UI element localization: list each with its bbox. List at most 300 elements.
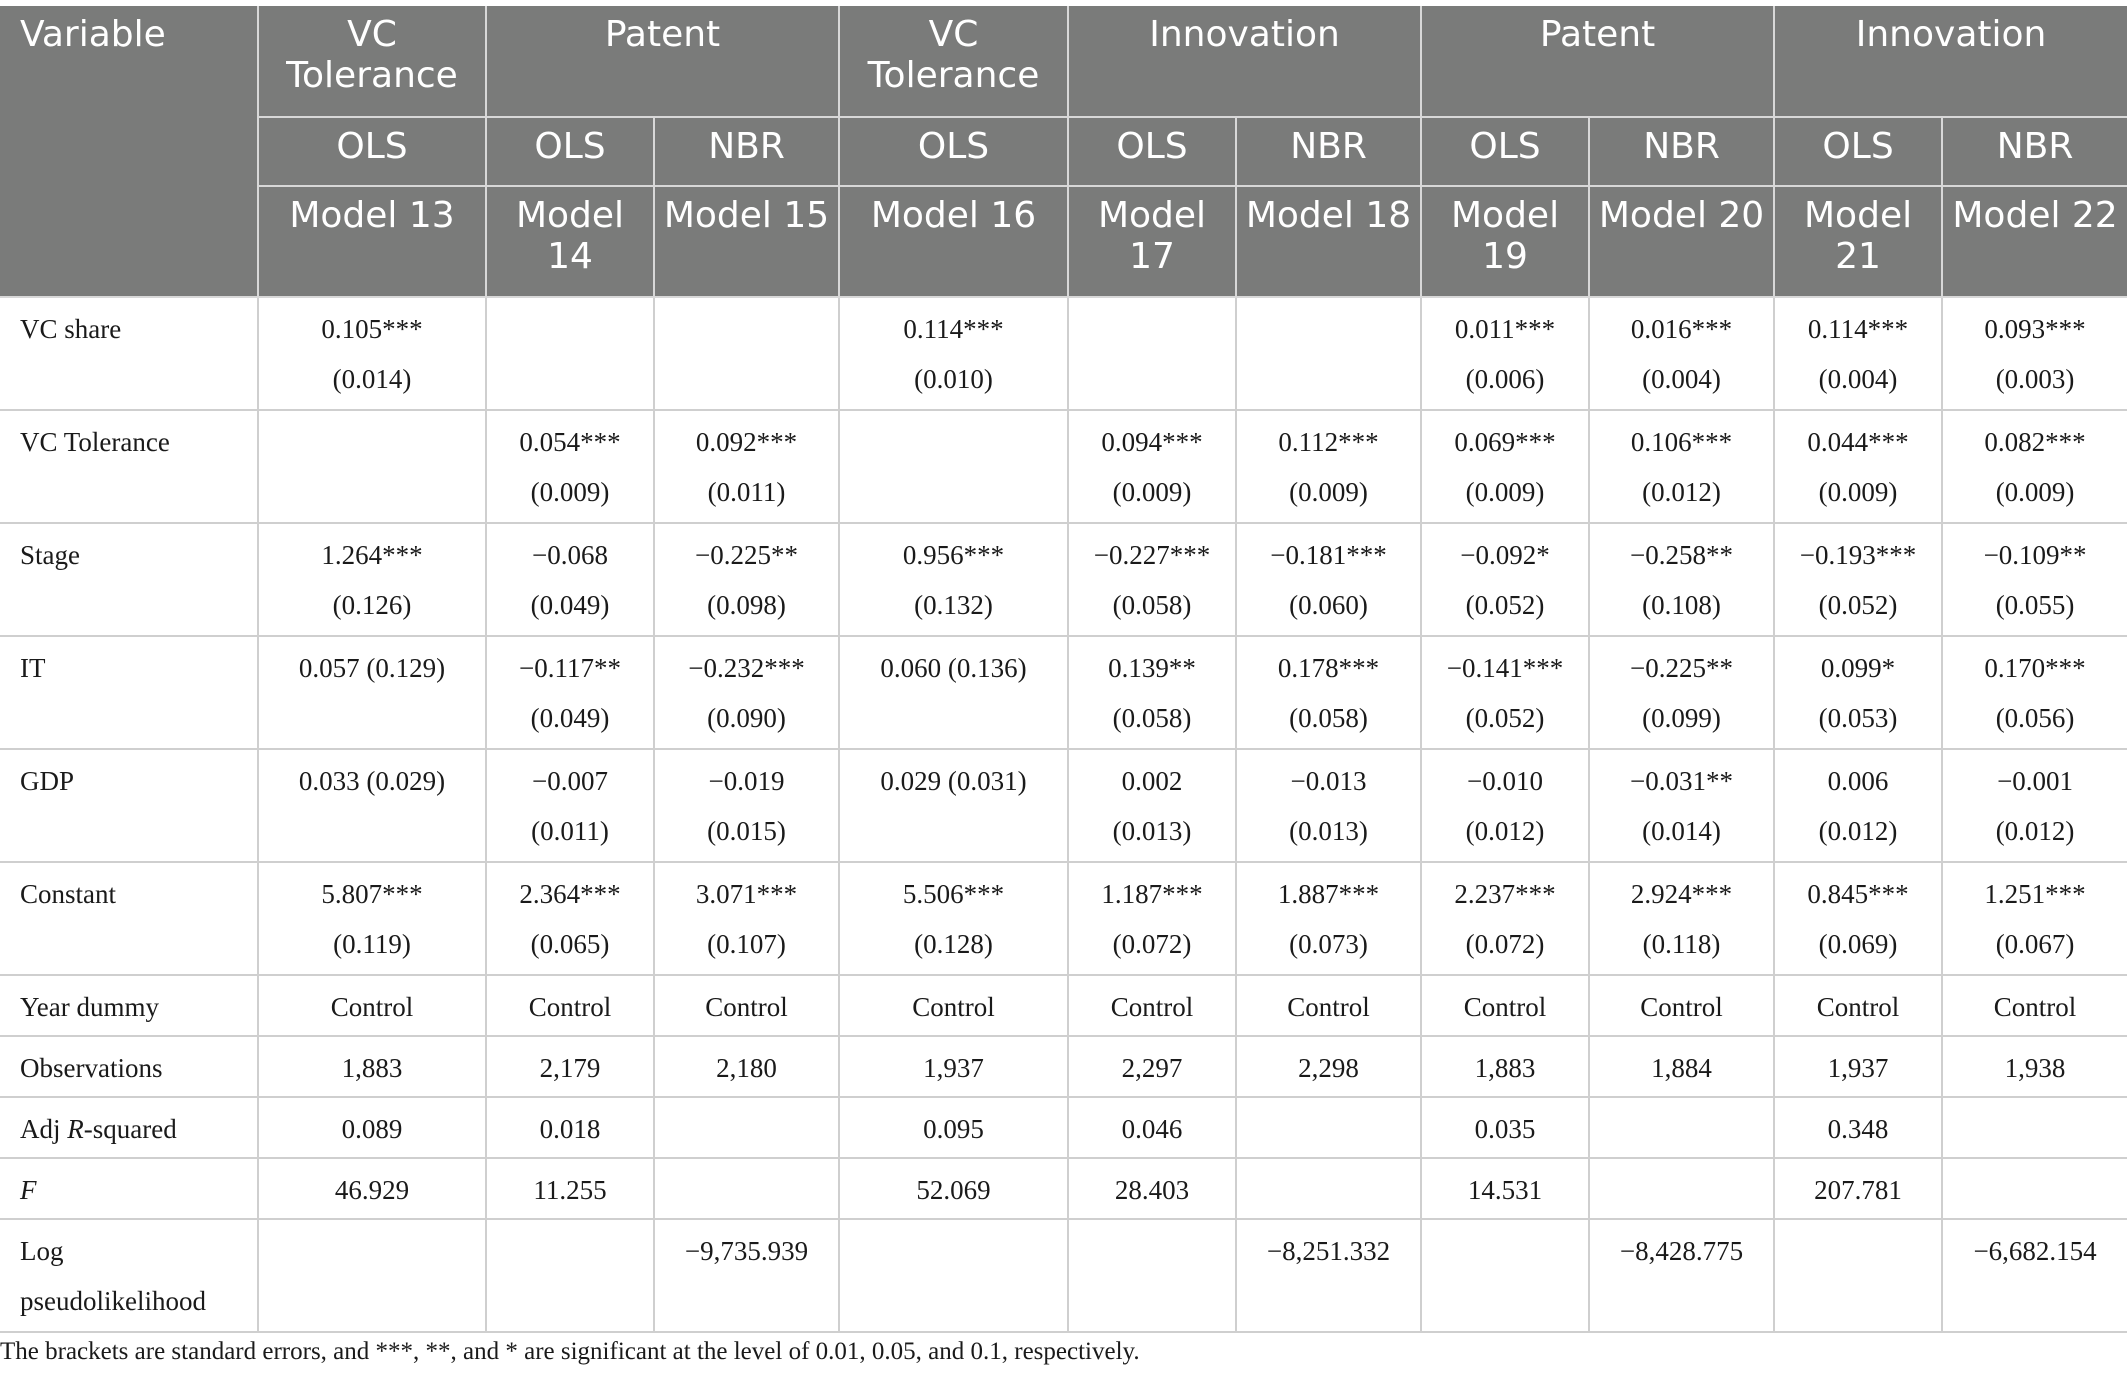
row-label-text: VC share [20, 314, 122, 344]
coefficient-value: 0.112*** [1278, 427, 1379, 457]
coefficient-value: 11.255 [533, 1175, 607, 1205]
coefficient-value: 1.187*** [1101, 879, 1203, 909]
table-cell [258, 1036, 486, 1097]
table-cell [839, 410, 1068, 523]
regression-table-container [0, 6, 2127, 1333]
table-cell [1421, 1158, 1589, 1219]
table-cell [1068, 1158, 1236, 1219]
table-cell [654, 410, 839, 523]
coefficient-value: −0.010 [1467, 766, 1544, 796]
standard-error-value: (0.118) [1642, 929, 1721, 959]
standard-error-value: (0.052) [1465, 703, 1545, 733]
coefficient-value: 0.099* [1820, 653, 1896, 683]
row-label-part: -squared [83, 1114, 177, 1144]
coefficient-value: −9,735.939 [684, 1236, 809, 1266]
coefficient-value: 0.845*** [1807, 879, 1909, 909]
table-cell [1068, 862, 1236, 975]
coefficient-value: 0.016*** [1630, 314, 1733, 344]
coefficient-value: −8,251.332 [1266, 1236, 1391, 1266]
table-row [0, 410, 2127, 523]
standard-error-value: (0.013) [1289, 816, 1368, 846]
coefficient-value: −0.258** [1630, 540, 1734, 570]
standard-error-value: (0.006) [1465, 364, 1545, 394]
coefficient-value: −0.013 [1290, 766, 1367, 796]
table-cell [1589, 523, 1774, 636]
standard-error-value: (0.049) [530, 590, 610, 620]
table-cell [1589, 862, 1774, 975]
table-cell [1421, 1097, 1589, 1158]
table-row [0, 297, 2127, 410]
coefficient-value: 0.105*** [321, 314, 423, 344]
standard-error-value: (0.067) [1995, 929, 2075, 959]
group-header-innovation-2: Innovation [1774, 6, 2127, 117]
coefficient-value: −0.001 [1997, 766, 2074, 796]
standard-error-value: (0.049) [530, 703, 610, 733]
coefficient-value: 0.006 [1827, 766, 1889, 796]
table-cell [1589, 297, 1774, 410]
method-header-5: OLS [1068, 117, 1236, 186]
table-cell [486, 1036, 654, 1097]
standard-error-value: (0.073) [1289, 929, 1368, 959]
standard-error-value: (0.108) [1642, 590, 1721, 620]
coefficient-value: −0.109** [1983, 540, 2087, 570]
standard-error-value: (0.053) [1818, 703, 1898, 733]
row-label [0, 636, 258, 749]
table-row [0, 1158, 2127, 1219]
table-cell [486, 862, 654, 975]
coefficient-value: 0.029 (0.031) [880, 766, 1027, 796]
row-label-text: GDP [20, 766, 75, 796]
row-label-part: Adj [20, 1114, 68, 1144]
table-cell [1421, 975, 1589, 1036]
table-cell [258, 1158, 486, 1219]
standard-error-value: (0.012) [1465, 816, 1545, 846]
method-header-3: NBR [654, 117, 839, 186]
coefficient-value: 1,884 [1651, 1053, 1712, 1083]
coefficient-value: 0.002 [1121, 766, 1183, 796]
table-cell [839, 1097, 1068, 1158]
coefficient-value: Control [1640, 992, 1723, 1022]
standard-error-value: (0.013) [1112, 816, 1192, 846]
table-cell [1068, 749, 1236, 862]
table-cell [654, 523, 839, 636]
table-cell [1068, 410, 1236, 523]
standard-error-value: (0.099) [1642, 703, 1721, 733]
group-header-innovation-1: Innovation [1068, 6, 1421, 117]
coefficient-value: −0.141*** [1446, 653, 1564, 683]
coefficient-value: −0.193*** [1799, 540, 1917, 570]
table-row [0, 1097, 2127, 1158]
table-cell [1236, 410, 1421, 523]
row-label-text: IT [20, 653, 46, 683]
table-cell [1774, 523, 1942, 636]
table-cell [1421, 297, 1589, 410]
table-row [0, 523, 2127, 636]
table-cell [1774, 1158, 1942, 1219]
row-label-text: Stage [20, 540, 80, 570]
coefficient-value: 0.069*** [1454, 427, 1556, 457]
table-cell [486, 636, 654, 749]
coefficient-value: −6,682.154 [1973, 1236, 2097, 1266]
standard-error-value: (0.119) [333, 929, 411, 959]
coefficient-value: 46.929 [334, 1175, 410, 1205]
row-label [0, 1036, 258, 1097]
table-cell [258, 410, 486, 523]
standard-error-value: (0.056) [1995, 703, 2075, 733]
row-label [0, 1219, 258, 1332]
coefficient-value: −0.181*** [1270, 540, 1387, 570]
standard-error-value: (0.058) [1112, 703, 1192, 733]
coefficient-value: 2.364*** [519, 879, 621, 909]
coefficient-value: Control [705, 992, 788, 1022]
standard-error-value: (0.090) [707, 703, 786, 733]
table-cell [1236, 862, 1421, 975]
coefficient-value: 0.114*** [903, 314, 1004, 344]
model-header-10: Model 22 [1942, 186, 2127, 297]
standard-error-value: (0.009) [1289, 477, 1368, 507]
standard-error-value: (0.052) [1465, 590, 1545, 620]
standard-error-value: (0.072) [1465, 929, 1545, 959]
table-cell [1236, 1097, 1421, 1158]
table-cell [258, 975, 486, 1036]
standard-error-value: (0.126) [332, 590, 412, 620]
table-cell [258, 297, 486, 410]
table-cell [1589, 975, 1774, 1036]
header-row-methods [0, 117, 2127, 186]
coefficient-value: 1,938 [2004, 1053, 2066, 1083]
table-cell [1236, 1219, 1421, 1332]
coefficient-value: 2,298 [1298, 1053, 1359, 1083]
row-label-text: F [20, 1175, 37, 1205]
table-cell [839, 975, 1068, 1036]
coefficient-value: 2,297 [1121, 1053, 1183, 1083]
table-cell [1236, 297, 1421, 410]
row-label [0, 975, 258, 1036]
coefficient-value: 0.095 [923, 1114, 984, 1144]
coefficient-value: 0.035 [1474, 1114, 1536, 1144]
table-cell [654, 1219, 839, 1332]
coefficient-value: 5.807*** [321, 879, 423, 909]
table-cell [486, 523, 654, 636]
coefficient-value: 0.093*** [1984, 314, 2086, 344]
coefficient-value: 1.264*** [321, 540, 423, 570]
method-header-2: OLS [486, 117, 654, 186]
table-row [0, 1219, 2127, 1332]
table-row [0, 975, 2127, 1036]
table-cell [1421, 749, 1589, 862]
table-footnote: The brackets are standard errors, and ***, **, and * are significant at the level of 0.01, 0.05, and 0.1, respectively. [0, 1338, 1140, 1365]
table-cell [486, 749, 654, 862]
coefficient-value: 0.011*** [1454, 314, 1556, 344]
row-label [0, 523, 258, 636]
standard-error-value: (0.009) [1112, 477, 1192, 507]
standard-error-value: (0.055) [1995, 590, 2075, 620]
coefficient-value: 52.069 [916, 1175, 991, 1205]
coefficient-value: Control [912, 992, 995, 1022]
coefficient-value: 1,883 [1474, 1053, 1536, 1083]
coefficient-value: 0.054*** [519, 427, 621, 457]
table-cell [839, 1219, 1068, 1332]
method-header-6: NBR [1236, 117, 1421, 186]
table-cell [1942, 749, 2127, 862]
table-cell [1942, 297, 2127, 410]
standard-error-value: (0.098) [707, 590, 786, 620]
coefficient-value: Control [1463, 992, 1547, 1022]
row-label [0, 410, 258, 523]
coefficient-value: 0.082*** [1984, 427, 2086, 457]
coefficient-value: 1.251*** [1984, 879, 2086, 909]
table-header [0, 6, 2127, 297]
table-cell [654, 862, 839, 975]
standard-error-value: (0.015) [707, 816, 786, 846]
coefficient-value: Control [1287, 992, 1370, 1022]
table-cell [486, 1158, 654, 1219]
table-cell [1068, 297, 1236, 410]
standard-error-value: (0.012) [1995, 816, 2075, 846]
table-cell [1774, 297, 1942, 410]
coefficient-value: 0.139** [1108, 653, 1196, 683]
standard-error-value: (0.069) [1818, 929, 1898, 959]
table-cell [486, 1219, 654, 1332]
table-cell [1589, 636, 1774, 749]
standard-error-value: (0.011) [531, 816, 609, 846]
coefficient-value: 0.018 [539, 1114, 601, 1144]
table-cell [486, 975, 654, 1036]
table-cell [1236, 975, 1421, 1036]
model-header-5: Model 17 [1068, 186, 1236, 297]
table-cell [1942, 975, 2127, 1036]
table-cell [654, 1158, 839, 1219]
coefficient-value: 0.092*** [695, 427, 798, 457]
coefficient-value: 0.178*** [1277, 653, 1380, 683]
table-cell [1236, 1036, 1421, 1097]
table-cell [1236, 523, 1421, 636]
coefficient-value: 0.046 [1121, 1114, 1183, 1144]
coefficient-value: −8,428.775 [1619, 1236, 1744, 1266]
table-row [0, 1036, 2127, 1097]
coefficient-value: 5.506*** [902, 879, 1005, 909]
table-row [0, 749, 2127, 862]
table-cell [1942, 636, 2127, 749]
standard-error-value: (0.132) [914, 590, 993, 620]
table-cell [486, 1097, 654, 1158]
table-cell [1068, 1097, 1236, 1158]
standard-error-value: (0.009) [1818, 477, 1898, 507]
coefficient-value: −0.007 [532, 766, 608, 796]
coefficient-value: −0.117** [519, 653, 621, 683]
table-cell [1589, 1219, 1774, 1332]
table-cell [1774, 1219, 1942, 1332]
model-header-1: Model 13 [258, 186, 486, 297]
coefficient-value: 2.237*** [1454, 879, 1556, 909]
model-header-4: Model 16 [839, 186, 1068, 297]
coefficient-value: 0.170*** [1984, 653, 2086, 683]
table-cell [1774, 749, 1942, 862]
table-cell [1589, 1158, 1774, 1219]
method-header-10: NBR [1942, 117, 2127, 186]
coefficient-value: −0.225** [1630, 653, 1734, 683]
standard-error-value: (0.058) [1112, 590, 1192, 620]
standard-error-value: (0.065) [530, 929, 610, 959]
table-cell [654, 749, 839, 862]
table-cell [1774, 1036, 1942, 1097]
table-cell [1421, 523, 1589, 636]
table-cell [258, 862, 486, 975]
table-cell [1421, 636, 1589, 749]
coefficient-value: −0.068 [532, 540, 608, 570]
table-cell [839, 862, 1068, 975]
table-cell [654, 297, 839, 410]
standard-error-value: (0.052) [1818, 590, 1898, 620]
row-label-text: VC Tolerance [20, 427, 170, 457]
table-cell [258, 1219, 486, 1332]
row-label-text: Observations [20, 1053, 163, 1083]
table-cell [839, 297, 1068, 410]
table-cell [1421, 1036, 1589, 1097]
table-cell [1236, 1158, 1421, 1219]
model-header-8: Model 20 [1589, 186, 1774, 297]
standard-error-value: (0.004) [1642, 364, 1721, 394]
table-cell [839, 749, 1068, 862]
table-row [0, 636, 2127, 749]
header-row-groups [0, 6, 2127, 117]
table-cell [1421, 1219, 1589, 1332]
variable-column-header: Variable [0, 6, 258, 297]
table-cell [1942, 1097, 2127, 1158]
coefficient-value: 0.089 [341, 1114, 403, 1144]
standard-error-value: (0.010) [914, 364, 993, 394]
standard-error-value: (0.128) [914, 929, 993, 959]
coefficient-value: 0.114*** [1807, 314, 1909, 344]
row-label [0, 862, 258, 975]
coefficient-value: −0.232*** [688, 653, 805, 683]
coefficient-value: −0.019 [708, 766, 785, 796]
standard-error-value: (0.012) [1642, 477, 1721, 507]
table-cell [258, 749, 486, 862]
coefficient-value: 0.057 (0.129) [298, 653, 446, 683]
coefficient-value: 1.887*** [1277, 879, 1380, 909]
table-cell [654, 1036, 839, 1097]
table-cell [839, 1158, 1068, 1219]
table-cell [654, 636, 839, 749]
table-cell [1236, 636, 1421, 749]
table-cell [1068, 1036, 1236, 1097]
model-header-6: Model 18 [1236, 186, 1421, 297]
coefficient-value: 0.956*** [902, 540, 1005, 570]
standard-error-value: (0.107) [707, 929, 786, 959]
table-row [0, 862, 2127, 975]
standard-error-value: (0.060) [1289, 590, 1368, 620]
row-label-text: Constant [20, 879, 117, 909]
table-cell [486, 297, 654, 410]
table-cell [654, 1097, 839, 1158]
coefficient-value: 1,937 [923, 1053, 984, 1083]
row-label-part: R [67, 1114, 84, 1144]
table-cell [258, 636, 486, 749]
coefficient-value: 0.060 (0.136) [880, 653, 1027, 683]
table-cell [1068, 523, 1236, 636]
model-header-3: Model 15 [654, 186, 839, 297]
row-label-line: pseudolikelihood [20, 1286, 206, 1316]
table-cell [1942, 862, 2127, 975]
group-header-vc-tolerance-1: VC Tolerance [258, 6, 486, 117]
standard-error-value: (0.058) [1289, 703, 1368, 733]
table-cell [1421, 862, 1589, 975]
model-header-9: Model 21 [1774, 186, 1942, 297]
table-cell [1942, 523, 2127, 636]
standard-error-value: (0.012) [1818, 816, 1898, 846]
table-cell [1068, 636, 1236, 749]
table-cell [1589, 410, 1774, 523]
method-header-4: OLS [839, 117, 1068, 186]
group-header-patent-2: Patent [1421, 6, 1774, 117]
table-cell [1774, 862, 1942, 975]
row-label-line: Log [20, 1236, 64, 1266]
method-header-9: OLS [1774, 117, 1942, 186]
coefficient-value: 0.033 (0.029) [298, 766, 446, 796]
row-label [0, 1158, 258, 1219]
table-cell [486, 410, 654, 523]
table-cell [839, 1036, 1068, 1097]
table-cell [1589, 749, 1774, 862]
coefficient-value: −0.227*** [1093, 540, 1211, 570]
standard-error-value: (0.009) [1995, 477, 2075, 507]
coefficient-value: Control [1816, 992, 1900, 1022]
table-cell [1942, 1036, 2127, 1097]
coefficient-value: −0.225** [695, 540, 798, 570]
table-body [0, 297, 2127, 1332]
table-cell [1589, 1036, 1774, 1097]
coefficient-value: 0.348 [1827, 1114, 1889, 1144]
table-cell [654, 975, 839, 1036]
coefficient-value: Control [1110, 992, 1194, 1022]
table-cell [1068, 1219, 1236, 1332]
standard-error-value: (0.009) [1465, 477, 1545, 507]
table-cell [839, 636, 1068, 749]
standard-error-value: (0.014) [1642, 816, 1721, 846]
table-cell [1774, 1097, 1942, 1158]
row-label [0, 297, 258, 410]
coefficient-value: 0.044*** [1807, 427, 1909, 457]
method-header-8: NBR [1589, 117, 1774, 186]
row-label [0, 1097, 258, 1158]
standard-error-value: (0.072) [1112, 929, 1192, 959]
table-cell [1942, 410, 2127, 523]
coefficient-value: 2.924*** [1630, 879, 1733, 909]
row-label [0, 749, 258, 862]
table-cell [1942, 1219, 2127, 1332]
row-label-text: Year dummy [20, 992, 160, 1022]
table-cell [1774, 636, 1942, 749]
table-cell [1774, 975, 1942, 1036]
coefficient-value: −0.092* [1460, 540, 1550, 570]
model-header-7: Model 19 [1421, 186, 1589, 297]
coefficient-value: Control [1993, 992, 2077, 1022]
standard-error-value: (0.004) [1818, 364, 1898, 394]
coefficient-value: 2,180 [716, 1053, 777, 1083]
table-cell [1236, 749, 1421, 862]
coefficient-value: 0.094*** [1101, 427, 1203, 457]
coefficient-value: 3.071*** [695, 879, 798, 909]
coefficient-value: Control [528, 992, 612, 1022]
method-header-7: OLS [1421, 117, 1589, 186]
coefficient-value: 1,883 [341, 1053, 403, 1083]
table-cell [839, 523, 1068, 636]
table-cell [1942, 1158, 2127, 1219]
group-header-patent-1: Patent [486, 6, 839, 117]
header-row-models [0, 186, 2127, 297]
model-header-2: Model 14 [486, 186, 654, 297]
